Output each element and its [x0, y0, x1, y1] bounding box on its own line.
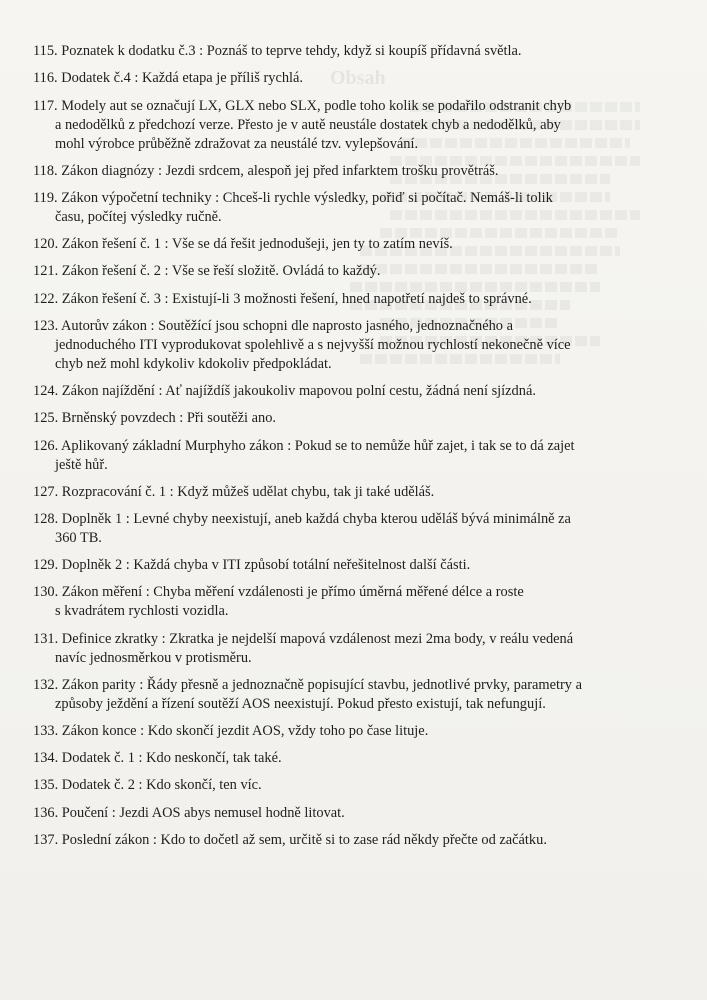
entry-text: Zákon řešení č. 2 : Vše se řeší složitě. Ovládá to každý.: [61, 263, 381, 280]
list-item: [33, 382, 639, 401]
list-item: [33, 69, 639, 88]
entry-line: způsoby ježdění a řízení soutěží AOS neexistují. Pokud přesto existují, tak nefungují.: [55, 695, 546, 712]
ghost-heading: Obsah: [330, 70, 386, 89]
entry-text: Poznatek k dodatku č.3 : Poznáš to teprve tehdy, když si koupíš přídavná světla.: [61, 43, 522, 59]
entry-number: 121.: [33, 263, 59, 280]
list-item: [33, 630, 639, 668]
list-item: [33, 235, 639, 254]
list-item: [33, 776, 639, 795]
entry-number: 126.: [33, 437, 59, 454]
list-item: [33, 262, 639, 281]
list-item: [33, 290, 639, 309]
entry-line: Doplněk 1 : Levné chyby neexistují, aneb každá chyba kterou uděláš bývá minimálně za: [61, 511, 571, 528]
entry-line: Autorův zákon : Soutěžící jsou schopni dle naprosto jasného, jednoznačného a: [61, 317, 513, 334]
entry-line: Zákon měření : Chyba měření vzdálenosti je přímo úměrná měřené délce a roste: [61, 584, 524, 601]
list-item: [33, 97, 639, 154]
list-item: [33, 162, 639, 181]
law-list: [33, 42, 639, 858]
entry-text: Zákon konce : Kdo skončí jezdit AOS, vždy toho po čase lituje.: [61, 722, 429, 739]
list-item: [33, 722, 639, 741]
entry-text: Zákon řešení č. 3 : Existují-li 3 možnosti řešení, hned napotřetí najdeš to správné.: [61, 290, 532, 307]
entry-line: jednoduchého ITI vyprodukovat spolehlivě a s nejvyšší možnou rychlostí nekonečně více: [55, 336, 571, 353]
list-item: [33, 583, 639, 621]
list-item: [33, 676, 639, 714]
entry-line: mohl výrobce průběžně zdražovat za neustálé tzv. vylepšování.: [55, 135, 419, 152]
entry-number: 124.: [33, 383, 59, 400]
list-item: [33, 42, 639, 61]
entry-line: ještě hůř.: [55, 456, 108, 473]
entry-number: 128.: [33, 511, 59, 528]
list-item: [33, 409, 639, 428]
entry-number: 136.: [33, 804, 59, 821]
entry-line: Aplikovaný základní Murphyho zákon : Pokud se to nemůže hůř zajet, i tak se to dá zajet: [61, 437, 575, 454]
entry-text: Doplněk 2 : Každá chyba v ITI způsobí totální neřešitelnost další části.: [61, 557, 471, 574]
entry-text: Dodatek č.4 : Každá etapa je příliš rychlá.: [61, 70, 304, 87]
entry-line: Zákon výpočetní techniky : Chceš-li rychle výsledky, pořiď si počítač. Nemáš-li tolik: [61, 189, 553, 206]
entry-number: 120.: [33, 236, 59, 253]
entry-line: Zákon parity : Řády přesně a jednoznačně popisující stavbu, jednotlivé prvky, parametry a: [61, 676, 582, 693]
entry-number: 117.: [33, 97, 58, 114]
entry-line: 360 TB.: [55, 530, 102, 547]
entry-text: Zákon diagnózy : Jezdi srdcem, alespoň jej před infarktem trošku provětráš.: [61, 162, 499, 179]
entry-line: času, počítej výsledky ručně.: [55, 208, 222, 225]
list-item: [33, 483, 639, 502]
entry-line: s kvadrátem rychlosti vozidla.: [55, 603, 229, 620]
entry-text: Dodatek č. 2 : Kdo skončí, ten víc.: [61, 777, 262, 794]
entry-text: Poučení : Jezdi AOS abys nemusel hodně litovat.: [61, 804, 345, 821]
entry-line: Modely aut se označují LX, GLX nebo SLX, podle toho kolik se podařilo odstranit chyb: [61, 97, 572, 114]
entry-number: 129.: [33, 557, 59, 574]
entry-number: 122.: [33, 290, 59, 307]
entry-number: 115.: [33, 43, 58, 59]
list-item: [33, 749, 639, 768]
entry-number: 123.: [33, 317, 59, 334]
entry-number: 132.: [33, 676, 59, 693]
entry-number: 118.: [33, 162, 58, 179]
entry-number: 131.: [33, 630, 59, 647]
entry-line: a nedodělků z předchozí verze. Přesto je v autě neustále dostatek chyb a nedodělků, aby: [55, 116, 561, 133]
entry-text: Poslední zákon : Kdo to dočetl až sem, určitě si to zase rád někdy přečte od začátku.: [61, 831, 547, 848]
entry-number: 133.: [33, 722, 59, 739]
entry-text: Brněnský povzdech : Při soutěži ano.: [61, 410, 277, 427]
entry-line: navíc jednosměrkou v protisměru.: [55, 649, 252, 666]
entry-number: 127.: [33, 483, 59, 500]
entry-text: Zákon řešení č. 1 : Vše se dá řešit jednodušeji, jen ty to zatím nevíš.: [61, 236, 453, 253]
entry-line: chyb než mohl kdykoliv kdokoliv předpokládat.: [55, 355, 332, 372]
entry-number: 125.: [33, 410, 59, 427]
entry-text: Dodatek č. 1 : Kdo neskončí, tak také.: [61, 750, 282, 767]
entry-text: Zákon najíždění : Ať najíždíš jakoukoliv mapovou polní cestu, žádná není sjízdná.: [61, 383, 536, 400]
entry-text: Rozpracování č. 1 : Když můžeš udělat chybu, tak ji také uděláš.: [61, 483, 435, 500]
list-item: [33, 831, 639, 850]
list-item: [33, 189, 639, 227]
entry-number: 116.: [33, 70, 58, 87]
entry-line: Definice zkratky : Zkratka je nejdelší mapová vzdálenost mezi 2ma body, v reálu vedená: [61, 630, 574, 647]
list-item: [33, 556, 639, 575]
entry-number: 119.: [33, 189, 58, 206]
entry-number: 135.: [33, 777, 59, 794]
list-item: [33, 804, 639, 823]
list-item: [33, 317, 639, 374]
entry-number: 130.: [33, 584, 59, 601]
list-item: [33, 510, 639, 548]
entry-number: 137.: [33, 831, 59, 848]
entry-number: 134.: [33, 750, 59, 767]
list-item: [33, 437, 639, 475]
